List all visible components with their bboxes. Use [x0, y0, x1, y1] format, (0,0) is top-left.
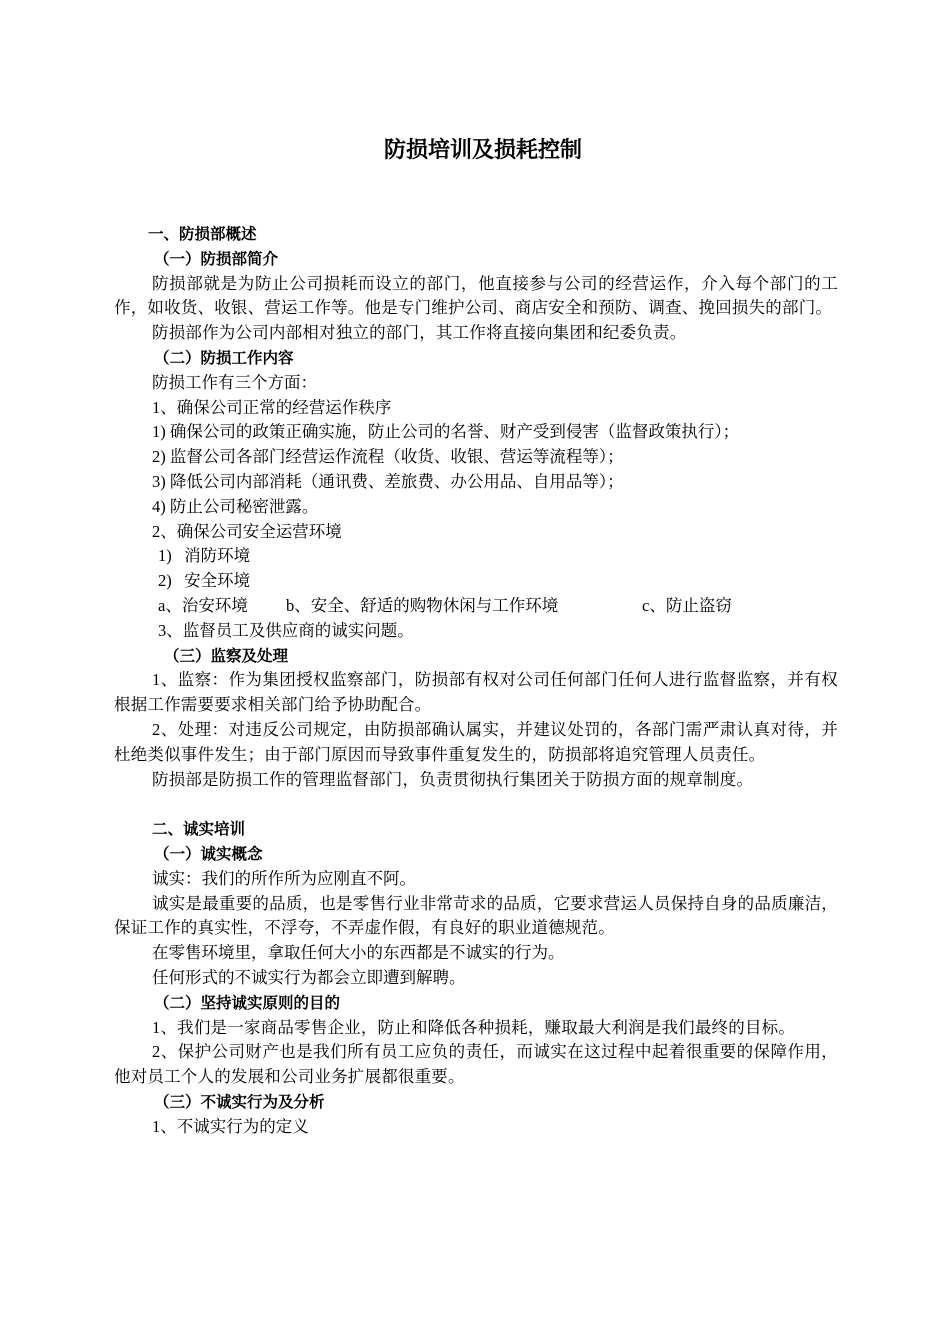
subsection-heading: （二）坚持诚实原则的目的 [154, 993, 341, 1012]
spacer [114, 792, 838, 817]
paragraph: 防损部就是为防止公司损耗而设立的部门，他直接参与公司的经营运作，介入每个部门的工作，如收货、收银、营运工作等。他是专门维护公司、商店安全和预防、调查、挽回损失的部门。 [114, 273, 838, 318]
paragraph: 诚实是最重要的品质，也是零售行业非常苛求的品质，它要求营运人员保持自身的品质廉洁，保证工作的真实性，不浮夸，不弄虚作假，有良好的职业道德规范。 [114, 893, 838, 938]
paragraph: 2、保护公司财产也是我们所有员工应负的责任，而诚实在这过程中起着很重要的保障作用，他对员工个人的发展和公司业务扩展都很重要。 [114, 1042, 838, 1087]
paragraph: 1、监察：作为集团授权监察部门，防损部有权对公司任何部门任何人进行监督监察，并有权根据工作需要要求相关部门给予协助配合。 [114, 670, 838, 715]
subsection-heading: （一）防损部简介 [154, 249, 279, 268]
list-item: 4) 防止公司秘密泄露。 [152, 496, 319, 516]
list-item: c、防止盗窃 [642, 595, 732, 615]
list-item: 3、监督员工及供应商的诚实问题。 [158, 620, 414, 640]
paragraph: 防损工作有三个方面： [152, 372, 317, 392]
list-item: b、安全、舒适的购物休闲与工作环境 [286, 595, 559, 615]
subsection-heading: （三）监察及处理 [164, 646, 289, 665]
paragraph: 任何形式的不诚实行为都会立即遭到解聘。 [152, 967, 466, 987]
subsection-heading: （二）防损工作内容 [154, 348, 294, 367]
list-item: 2、确保公司安全运营环境 [152, 521, 342, 541]
list-item: 3) 降低公司内部消耗（通讯费、差旅费、办公用品、自用品等）； [152, 471, 624, 491]
document-body [114, 222, 838, 1139]
document-title: 防损培训及损耗控制 [383, 138, 582, 163]
paragraph: 在零售环境里，拿取任何大小的东西都是不诚实的行为。 [152, 943, 565, 963]
list-item: a、治安环境 [158, 595, 248, 615]
paragraph: 防损部作为公司内部相对独立的部门，其工作将直接向集团和纪委负责。 [152, 323, 687, 343]
paragraph: 防损部是防损工作的管理监督部门，负责贯彻执行集团关于防损方面的规章制度。 [152, 769, 754, 789]
paragraph: 1、我们是一家商品零售企业，防止和降低各种损耗，赚取最大利润是我们最终的目标。 [152, 1017, 796, 1037]
list-item: 1、确保公司正常的经营运作秩序 [152, 397, 392, 417]
list-item: 1) 消防环境 [158, 546, 251, 566]
subsection-heading: （三）不诚实行为及分析 [154, 1092, 325, 1111]
list-item: 2) 监督公司各部门经营运作流程（收货、收银、营运等流程等）； [152, 447, 624, 467]
paragraph: 诚实：我们的所作所为应刚直不阿。 [152, 868, 416, 888]
section-heading: 二、诚实培训 [152, 820, 246, 839]
list-item: 1) 确保公司的政策正确实施，防止公司的名誉、财产受到侵害（监督政策执行）； [152, 422, 740, 442]
list-item: 2) 安全环境 [158, 571, 251, 591]
paragraph: 2、处理：对违反公司规定，由防损部确认属实，并建议处罚的，各部门需严肃认真对待，并杜绝类似事件发生；由于部门原因而导致事件重复发生的，防损部将追究管理人员责任。 [114, 719, 838, 764]
subsection-heading: （一）诚实概念 [154, 844, 263, 863]
section-heading: 一、防损部概述 [148, 225, 257, 243]
list-item: 1、不诚实行为的定义 [152, 1116, 309, 1136]
list-item-row [114, 594, 838, 619]
